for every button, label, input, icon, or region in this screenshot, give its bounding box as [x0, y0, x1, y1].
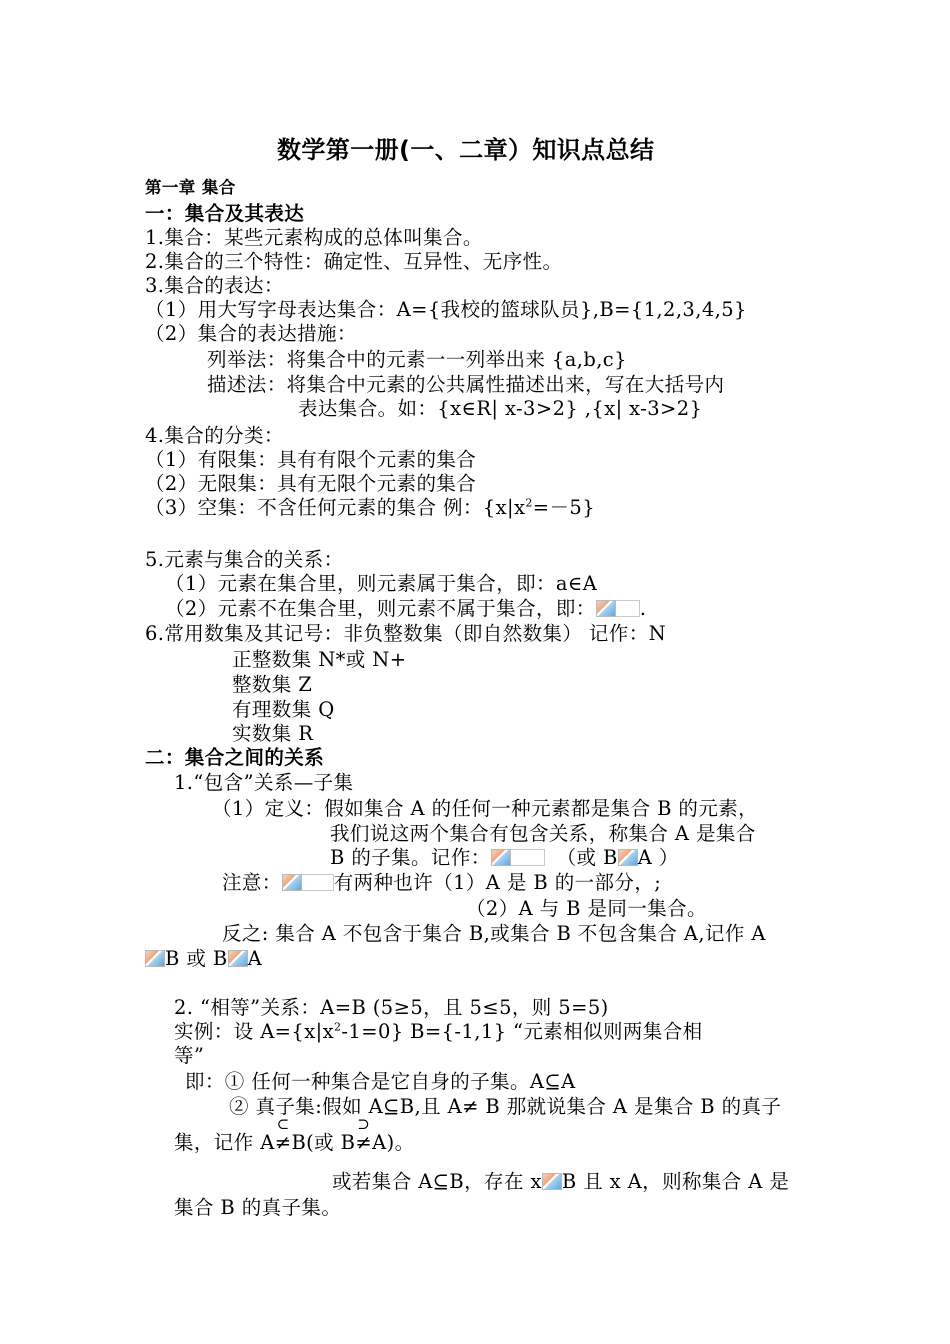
- image-frame: [616, 600, 640, 617]
- broken-image-icon: [282, 874, 302, 891]
- example-line-1: [174, 1020, 703, 1044]
- note-line-1: [222, 871, 661, 895]
- item-2: 2.集合的三个特性：确定性、互异性、无序性。: [145, 250, 563, 273]
- superset-top: ⊃: [357, 1115, 371, 1133]
- item-4-3-text: （3）空集：不含任何元素的集合 例：{x|x: [145, 496, 526, 519]
- broken-image-icon: [145, 950, 165, 967]
- ie-line-2: ② 真子集:假如 A⊆B,且 A≠ B 那就说集合 A 是集合 B 的真子: [229, 1095, 782, 1118]
- item-6-positive: 正整数集 N*或 N+: [232, 648, 407, 671]
- ie-end: A)。: [372, 1131, 415, 1154]
- item-6-real: 实数集 R: [232, 722, 314, 745]
- item-4-3: [145, 496, 595, 520]
- broken-image-icon: [228, 950, 248, 967]
- example-end: -1=0} B={-1,1} “元素相似则两集合相: [341, 1020, 703, 1043]
- broken-image-icon: [596, 600, 616, 617]
- example-text: 实例：设 A={x|x: [174, 1020, 334, 1043]
- item-3-1: （1）用大写字母表达集合：A={我校的篮球队员},B={1,2,3,4,5}: [145, 298, 747, 321]
- ie-text: 集，记作 A: [174, 1131, 275, 1154]
- sub-2: 2. “相等”关系：A=B (5≥5，且 5≤5，则 5=5): [174, 996, 609, 1019]
- broken-image-icon: [491, 849, 511, 866]
- definition-line-2: 我们说这两个集合有包含关系，称集合 A 是集合: [330, 822, 756, 845]
- reverse-end: A: [247, 947, 263, 970]
- item-1: 1.集合：某些元素构成的总体叫集合。: [145, 226, 483, 249]
- or-line-2: 集合 B 的真子集。: [174, 1196, 342, 1219]
- proper-superset-symbol: [355, 1115, 373, 1155]
- section-heading-1: 一：集合及其表达: [145, 202, 305, 225]
- or-text: 或若集合 A⊆B，存在 x: [332, 1170, 542, 1193]
- broken-image-icon: [542, 1173, 562, 1190]
- item-4-3-sup: 2: [525, 496, 533, 510]
- reverse-text: B 或 B: [165, 947, 228, 970]
- sub-1: 1.“包含”关系—子集: [174, 771, 354, 794]
- or-line-1: [332, 1170, 789, 1194]
- item-6-rational: 有理数集 Q: [232, 698, 335, 721]
- desc-method: 描述法：将集合中元素的公共属性描述出来，写在大括号内: [207, 373, 725, 396]
- ie-line-3: [174, 1115, 415, 1155]
- ie-line-1: 即：① 任何一种集合是它自身的子集。A⊆A: [185, 1070, 576, 1093]
- item-6: 6.常用数集及其记号：非负整数集（即自然数集） 记作：N: [145, 622, 667, 645]
- broken-image-icon: [618, 849, 638, 866]
- image-frame: [302, 874, 334, 891]
- item-4: 4.集合的分类：: [145, 424, 284, 447]
- superset-neq: ≠: [355, 1131, 373, 1154]
- example-sup: 2: [334, 1020, 342, 1034]
- item-4-1: （1）有限集：具有有限个元素的集合: [145, 448, 477, 471]
- definition-text: B 的子集。记作：: [330, 846, 491, 869]
- subset-neq: ≠: [274, 1131, 292, 1154]
- item-5-2-text: （2）元素不在集合里，则元素不属于集合，即：: [165, 597, 596, 620]
- desc-method-cont: 表达集合。如：{x∈R| x-3>2} ,{x| x-3>2}: [298, 397, 703, 420]
- document-title: 数学第一册(一、二章）知识点总结: [277, 136, 655, 164]
- subset-top: ⊂: [276, 1115, 290, 1133]
- note-text: 有两种也许（1）A 是 B 的一部分，;: [333, 871, 662, 894]
- item-5: 5.元素与集合的关系：: [145, 548, 344, 571]
- item-6-integer: 整数集 Z: [232, 673, 313, 696]
- note-line-2: （2）A 与 B 是同一集合。: [466, 897, 707, 920]
- item-5-1: （1）元素在集合里，则元素属于集合，即：a∈A: [165, 572, 598, 595]
- item-4-2: （2）无限集：具有无限个元素的集合: [145, 472, 477, 495]
- or-text-end: B 且 x A，则称集合 A 是: [561, 1170, 790, 1193]
- definition-line-1: （1）定义：假如集合 A 的任何一种元素都是集合 B 的元素，: [212, 797, 759, 820]
- item-3: 3.集合的表达：: [145, 274, 284, 297]
- list-method: 列举法：将集合中的元素一一列举出来 {a,b,c}: [207, 348, 627, 371]
- proper-subset-symbol: [274, 1115, 292, 1155]
- reverse-line-2: [145, 947, 262, 971]
- definition-line-3: [330, 846, 679, 870]
- chapter-heading: 第一章 集合: [145, 178, 236, 197]
- item-3-2: （2）集合的表达措施：: [145, 322, 357, 345]
- definition-close: A ）: [637, 846, 679, 869]
- item-5-2: [165, 597, 646, 621]
- item-4-3-end: =－5}: [532, 496, 596, 519]
- item-5-2-period: .: [639, 597, 647, 620]
- image-frame: [511, 849, 545, 866]
- ie-mid: B(或 B: [291, 1131, 356, 1154]
- definition-or: （或 B: [556, 846, 618, 869]
- reverse-line-1: 反之: 集合 A 不包含于集合 B,或集合 B 不包含集合 A,记作 A: [222, 922, 766, 945]
- note-label: 注意：: [222, 871, 282, 894]
- example-line-2: 等”: [174, 1044, 205, 1067]
- section-heading-2: 二：集合之间的关系: [145, 746, 325, 769]
